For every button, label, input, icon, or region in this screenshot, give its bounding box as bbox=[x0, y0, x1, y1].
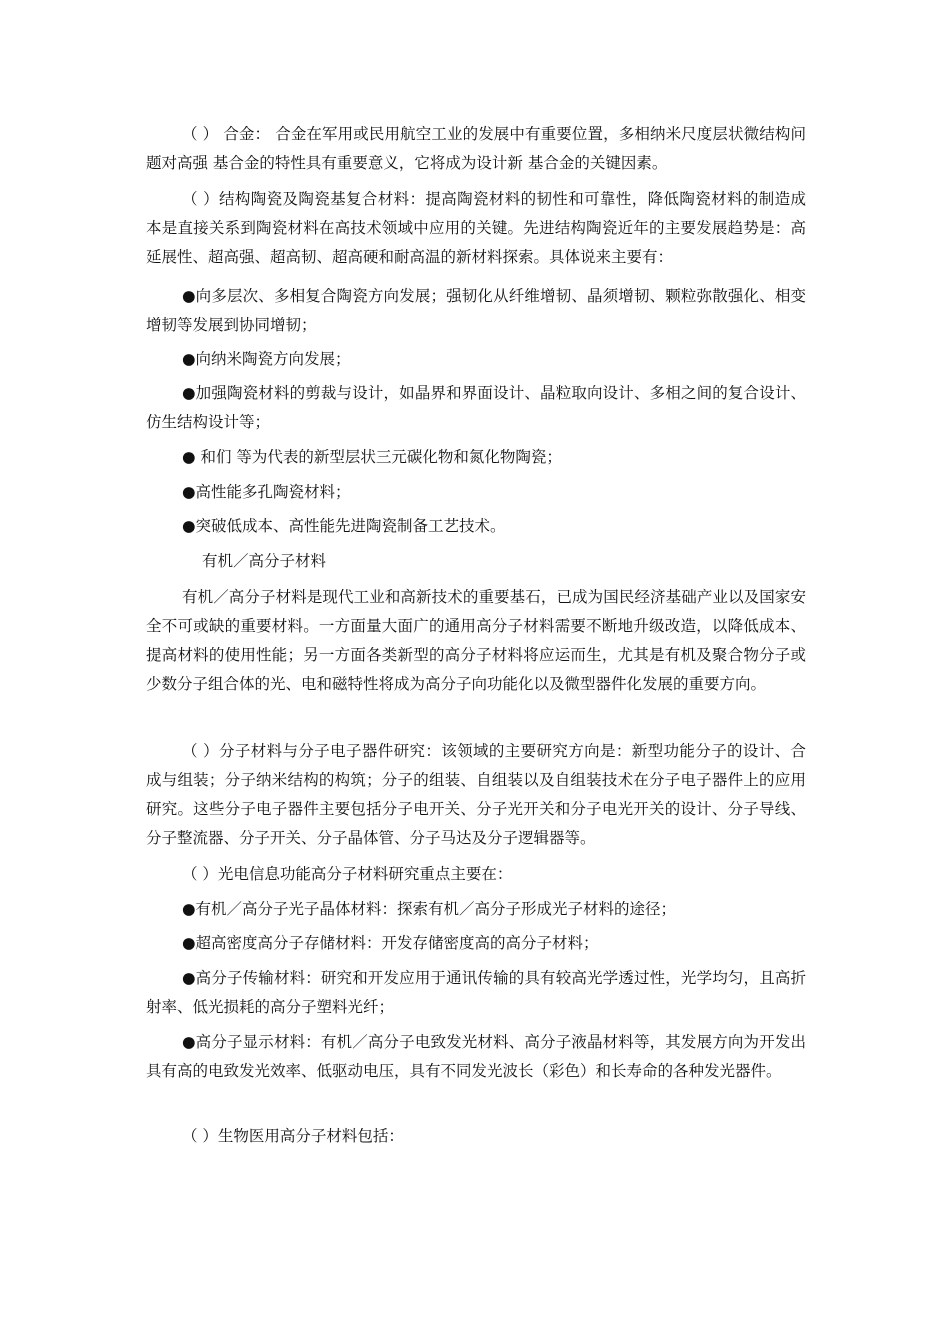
bullet-transmission-materials: ●高分子传输材料：研究和开发应用于通讯传输的具有较高光学透过性，光学均匀，且高折射率、低光损耗的高分子塑料光纤； bbox=[146, 969, 806, 1016]
paragraph-molecular-electronics: （ ）分子材料与分子电子器件研究：该领域的主要研究方向是：新型功能分子的设计、合成与组装；分子纳米结构的构筑；分子的组装、自组装以及自组装技术在分子电子器件上的应用研究。这些分子电子器件主要包括分子电开关、分子光开关和分子电光开关的设计、分子导线、分子整流器、分子开关、分子晶体管、分子马达及分子逻辑器等。 bbox=[146, 742, 806, 847]
bullet-ceramic-design: ●加强陶瓷材料的剪裁与设计，如晶界和界面设计、晶粒取向设计、多相之间的复合设计、仿生结构设计等； bbox=[146, 384, 806, 431]
paragraph-alloy: （ ） 合金： 合金在军用或民用航空工业的发展中有重要位置，多相纳米尺度层状微结构问题对高强 基合金的特性具有重要意义，它将成为设计新 基合金的关键因素。 bbox=[146, 125, 806, 172]
bullet-porous-ceramics: ●高性能多孔陶瓷材料； bbox=[182, 483, 351, 501]
bullet-layered-carbides: ● 和们 等为代表的新型层状三元碳化物和氮化物陶瓷； bbox=[182, 448, 562, 466]
paragraph-structural-ceramics: （ ）结构陶瓷及陶瓷基复合材料：提高陶瓷材料的韧性和可靠性，降低陶瓷材料的制造成本是直接关系到陶瓷材料在高技术领域中应用的关键。先进结构陶瓷近年的主要发展趋势是：高延展性、超高强、超高韧、超高硬和耐高温的新材料探索。具体说来主要有： bbox=[146, 190, 806, 266]
bullet-display-materials: ●高分子显示材料：有机／高分子电致发光材料、高分子液晶材料等，其发展方向为开发出具有高的电致发光效率、低驱动电压，具有不同发光波长（彩色）和长寿命的各种发光器件。 bbox=[146, 1033, 806, 1080]
bullet-photonic-crystal: ●有机／高分子光子晶体材料：探索有机／高分子形成光子材料的途径； bbox=[182, 900, 677, 918]
bullet-multilayer-ceramics: ●向多层次、多相复合陶瓷方向发展；强韧化从纤维增韧、晶须增韧、颗粒弥散强化、相变增韧等发展到协同增韧； bbox=[146, 287, 806, 334]
paragraph-optoelectronic-polymers: （ ）光电信息功能高分子材料研究重点主要在： bbox=[182, 865, 513, 883]
bullet-nano-ceramics: ●向纳米陶瓷方向发展； bbox=[182, 350, 351, 368]
paragraph-organic-polymer-intro: 有机／高分子材料是现代工业和高新技术的重要基石，已成为国民经济基础产业以及国家安全不可或缺的重要材料。一方面量大面广的通用高分子材料需要不断地升级改造，以降低成本、提高材料的使用性能；另一方面各类新型的高分子材料将应运而生，尤其是有机及聚合物分子或少数分子组合体的光、电和磁特性将成为高分子向功能化以及微型器件化发展的重要方向。 bbox=[146, 588, 806, 693]
bullet-storage-materials: ●超高密度高分子存储材料：开发存储密度高的高分子材料； bbox=[182, 934, 599, 952]
section-heading-organic-polymer: 有机／高分子材料 bbox=[202, 552, 327, 570]
paragraph-biomedical-polymers: （ ）生物医用高分子材料包括： bbox=[182, 1127, 404, 1145]
bullet-low-cost-process: ●突破低成本、高性能先进陶瓷制备工艺技术。 bbox=[182, 517, 506, 535]
